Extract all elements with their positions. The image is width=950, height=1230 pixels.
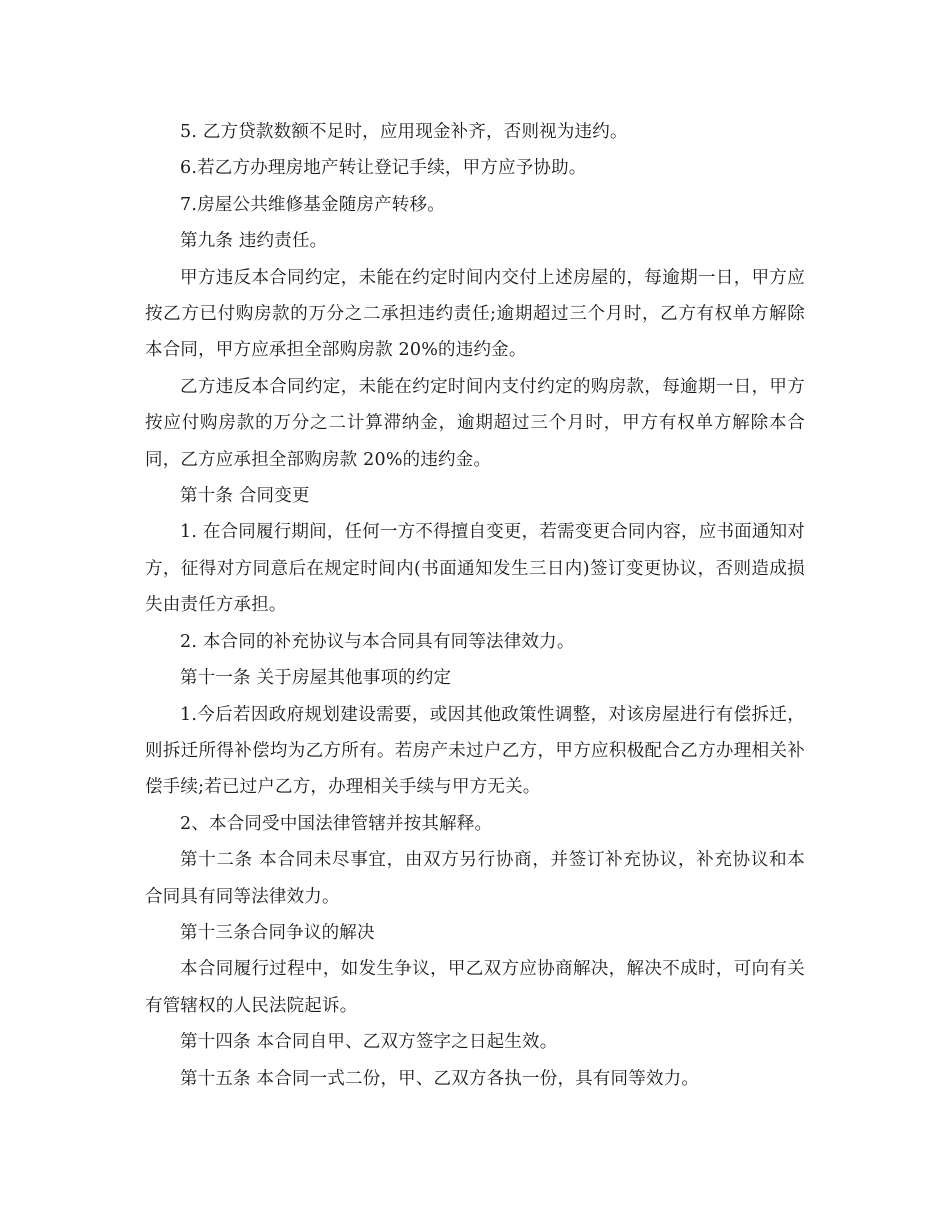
document-body: [145, 114, 805, 1097]
paragraph-clause-12: 第十二条 本合同未尽事宜，由双方另行协商，并签订补充协议，补充协议和本合同具有同等法律效力。: [145, 850, 805, 907]
paragraph-clause-8-item-7: 7.房屋公共维修基金随房产转移。: [180, 194, 445, 215]
paragraph-clause-13-body: 本合同履行过程中，如发生争议，甲乙双方应协商解决，解决不成时，可向有关有管辖权的人民法院起诉。: [145, 959, 805, 1016]
paragraph-clause-15: 第十五条 本合同一式二份，甲、乙双方各执一份，具有同等效力。: [180, 1068, 700, 1089]
paragraph-clause-10-item-1: 1. 在合同履行期间，任何一方不得擅自变更，若需变更合同内容，应书面通知对方，征得对方同意后在规定时间内(书面通知发生三日内)签订变更协议，否则造成损失由责任方承担。: [145, 522, 805, 616]
paragraph-clause-8-item-6: 6.若乙方办理房地产转让登记手续，甲方应予协助。: [180, 158, 587, 179]
paragraph-clause-9-party-b: 乙方违反本合同约定，未能在约定时间内支付约定的购房款，每逾期一日，甲方按应付购房款的万分之二计算滞纳金，逾期超过三个月时，甲方有权单方解除本合同，乙方应承担全部购房款 20%的违约金。: [145, 376, 805, 470]
paragraph-clause-11-item-2: 2、本合同受中国法律管辖并按其解释。: [180, 813, 493, 834]
paragraph-clause-14: 第十四条 本合同自甲、乙双方签字之日起生效。: [180, 1032, 558, 1053]
heading-clause-9: 第九条 违约责任。: [180, 231, 328, 252]
paragraph-clause-11-item-1: 1.今后若因政府规划建设需要，或因其他政策性调整，对该房屋进行有偿拆迁，则拆迁所得补偿均为乙方所有。若房产未过户乙方，甲方应积极配合乙方办理相关补偿手续;若已过户乙方，办理相关手续与甲方无关。: [145, 704, 805, 798]
heading-clause-11: 第十一条 关于房屋其他事项的约定: [180, 668, 452, 689]
paragraph-clause-10-item-2: 2. 本合同的补充协议与本合同具有同等法律效力。: [180, 631, 575, 652]
heading-clause-13: 第十三条合同争议的解决: [180, 922, 375, 943]
paragraph-clause-8-item-5: 5. 乙方贷款数额不足时，应用现金补齐，否则视为违约。: [180, 122, 628, 142]
heading-clause-10: 第十条 合同变更: [180, 486, 310, 507]
paragraph-clause-9-party-a: 甲方违反本合同约定，未能在约定时间内交付上述房屋的，每逾期一日，甲方应按乙方已付购房款的万分之二承担违约责任;逾期超过三个月时，乙方有权单方解除本合同，甲方应承担全部购房款 20%的违约金。: [145, 267, 805, 361]
